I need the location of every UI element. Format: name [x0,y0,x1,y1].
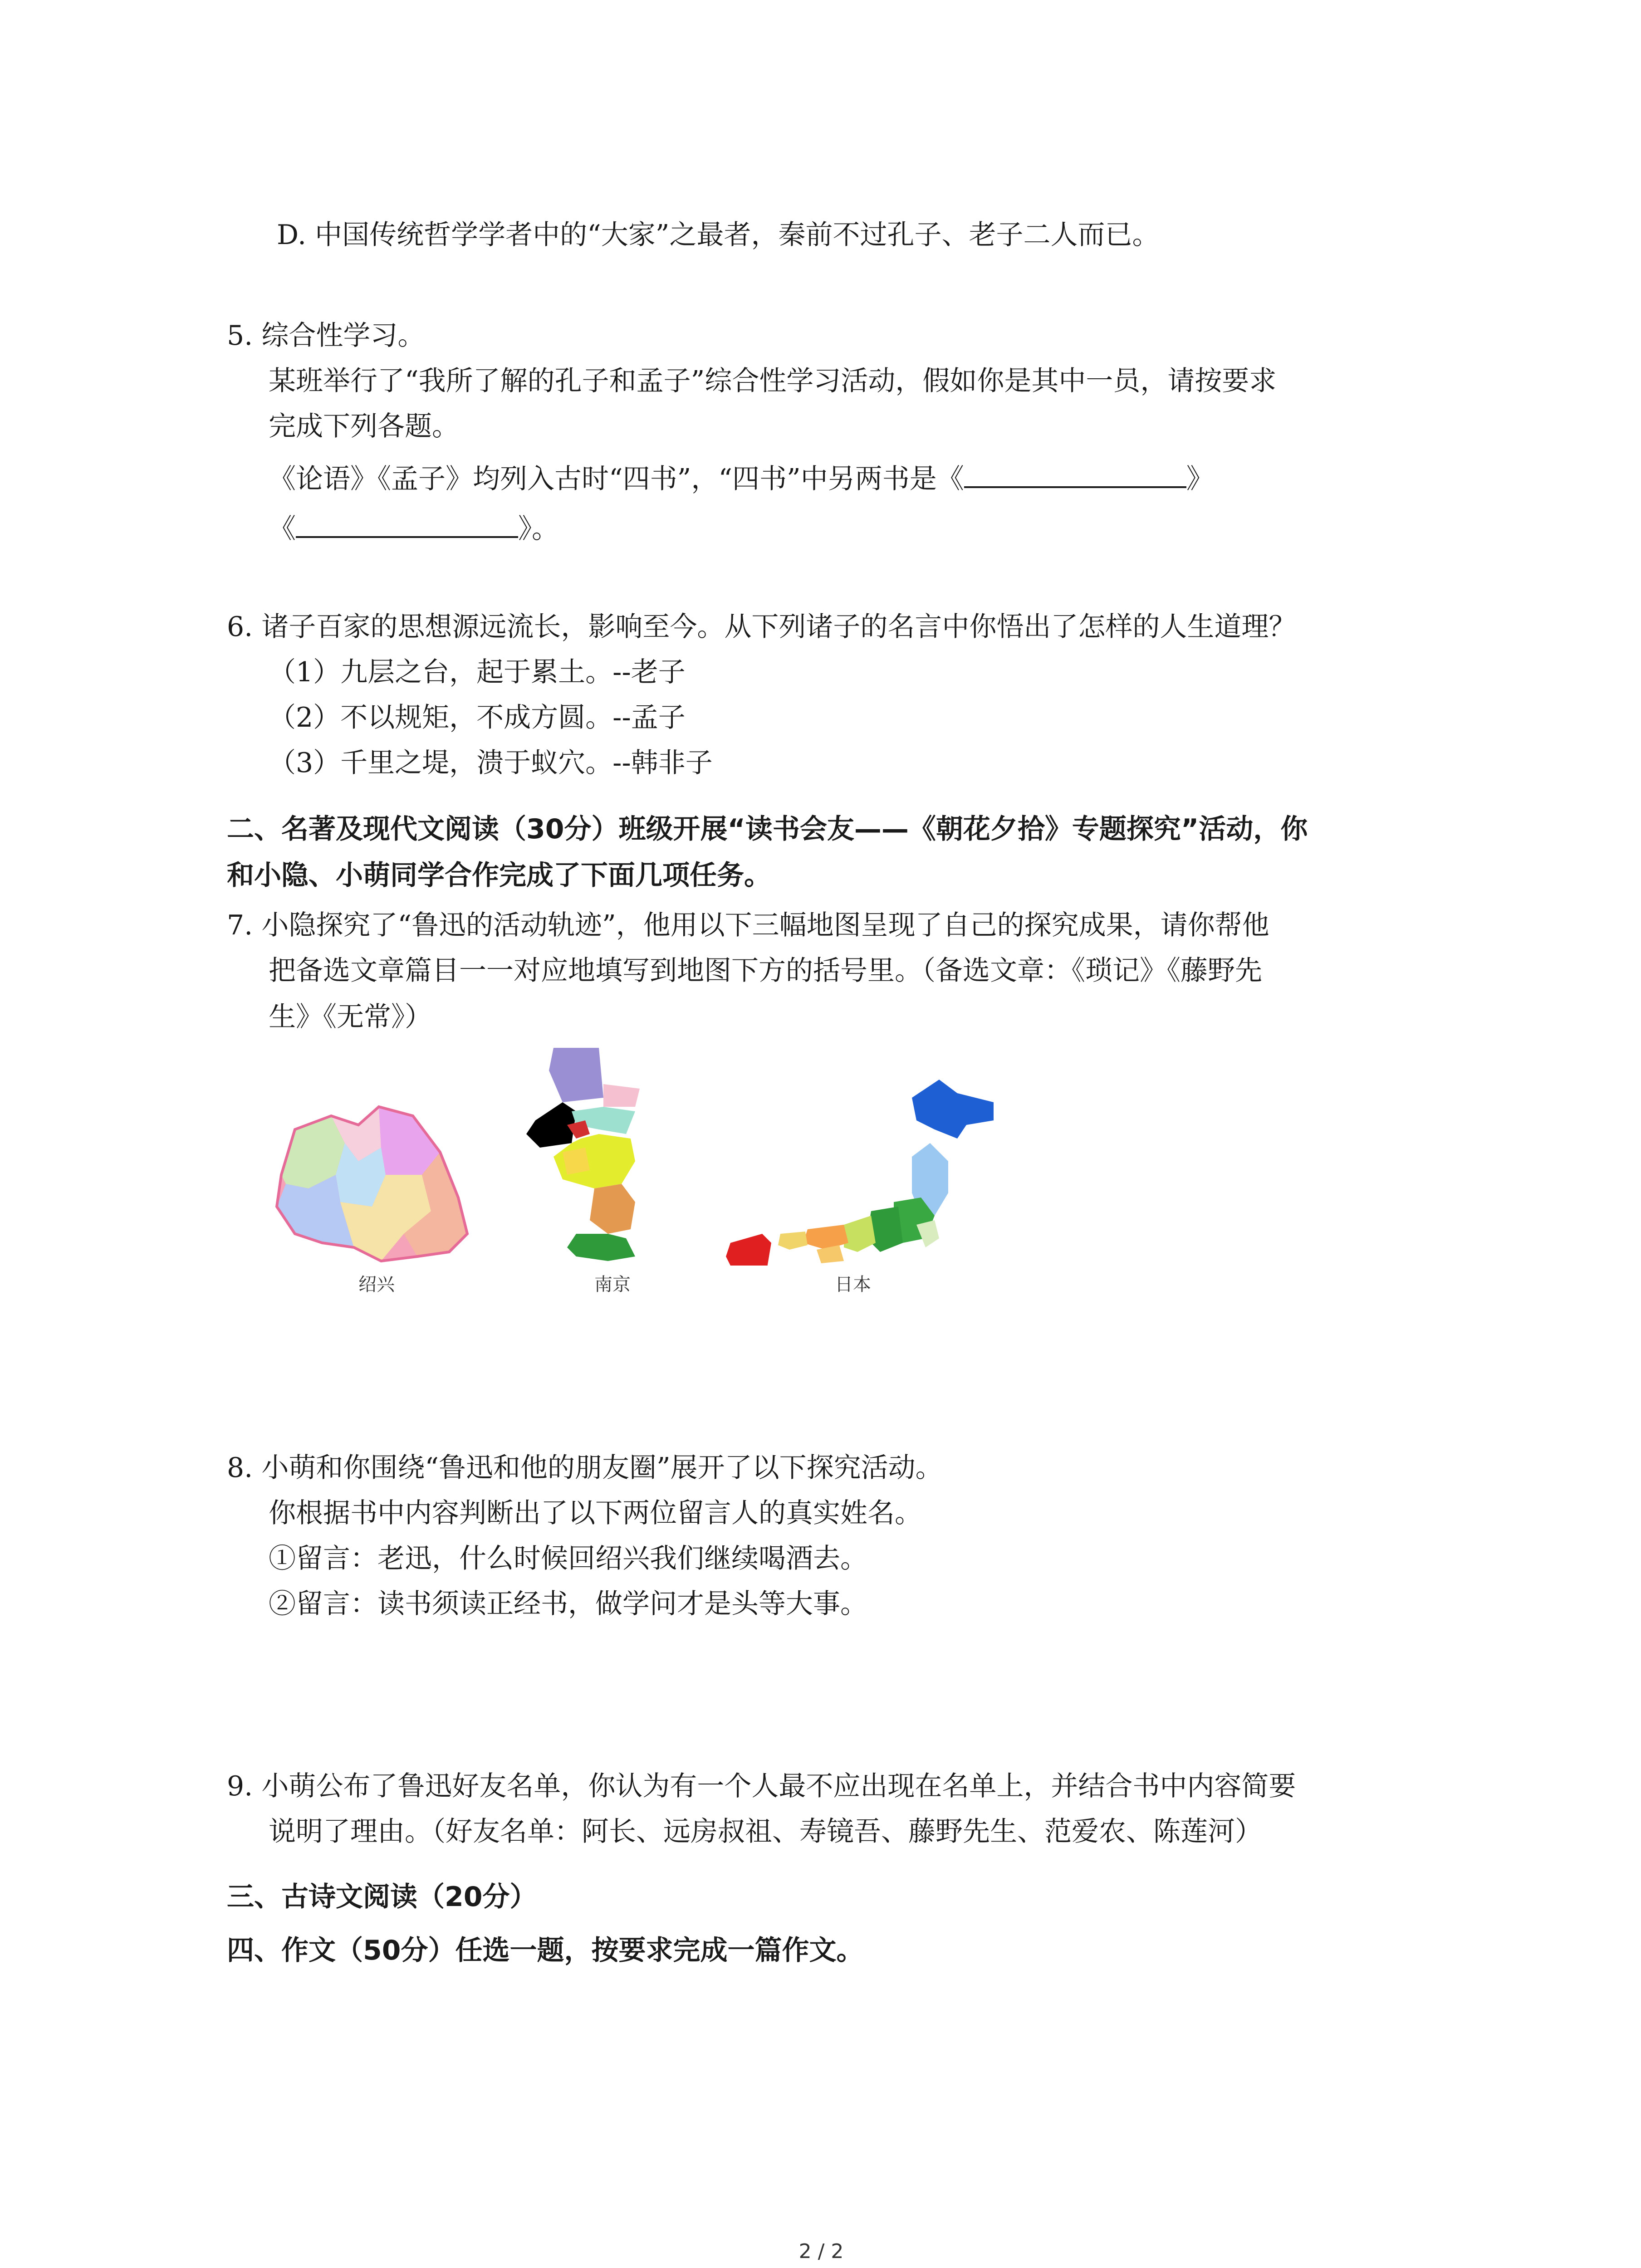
q8-line-4: ②留言：读书须读正经书，做学问才是头等大事。 [269,1588,867,1620]
q5-line-4-suffix: 》。 [518,513,559,545]
section-2-heading-line-1: 二、名著及现代文阅读（30分）班级开展“读书会友——《朝花夕拾》专题探究”活动，你 [227,813,1308,845]
shaoxing-map-label: 绍兴 [358,1274,395,1295]
q5-line-4-prefix: 《 [269,513,296,545]
q8-line-2: 你根据书中内容判断出了以下两位留言人的真实姓名。 [269,1497,922,1529]
japan-map-label: 日本 [835,1274,871,1295]
q8-line-1: 8. 小萌和你围绕“鲁迅和他的朋友圈”展开了以下探究活动。 [227,1452,943,1484]
nanjing-map-icon [522,1043,653,1266]
q5-line-3 [269,458,1214,497]
q6-item-2: （2）不以规矩，不成方圆。--孟子 [269,702,686,733]
section-2-heading-line-2: 和小隐、小萌同学合作完成了下面几项任务。 [227,860,771,891]
q5-answer-blank-2[interactable] [296,508,518,538]
q7-line-2: 把备选文章篇目一一对应地填写到地图下方的括号里。（备选文章：《琐记》《藤野先 [269,955,1262,987]
page-number: 2 / 2 [798,2240,844,2263]
q5-line-2: 完成下列各题。 [269,411,459,442]
section-4-heading: 四、作文（50分）任选一题，按要求完成一篇作文。 [227,1935,864,1966]
q9-line-2: 说明了理由。（好友名单：阿长、远房叔祖、寿镜吾、藤野先生、范爱农、陈莲河） [269,1816,1262,1848]
q5-title: 5. 综合性学习。 [227,320,425,352]
shaoxing-map-icon [268,1098,476,1270]
q6-item-1: （1）九层之台，起于累土。--老子 [269,656,686,688]
q5-line-1: 某班举行了“我所了解的孔子和孟子”综合性学习活动，假如你是其中一员，请按要求 [269,365,1277,397]
q5-line-3-text: 《论语》《孟子》均列入古时“四书”，“四书”中另两书是《 [269,463,964,495]
section-3-heading: 三、古诗文阅读（20分） [227,1881,537,1913]
q7-line-3: 生》《无常》） [269,1001,432,1033]
q5-line-4 [269,508,559,547]
q6-item-3: （3）千里之堤，溃于蚁穴。--韩非子 [269,747,713,779]
q4-option-d: D. 中国传统哲学学者中的“大家”之最者，秦前不过孔子、老子二人而已。 [277,219,1160,251]
q9-line-1: 9. 小萌公布了鲁迅好友名单，你认为有一个人最不应出现在名单上，并结合书中内容简要 [227,1770,1296,1802]
nanjing-map-label: 南京 [594,1274,631,1295]
japan-map-icon [721,1070,1003,1266]
q6-title: 6. 诸子百家的思想源远流长，影响至今。从下列诸子的名言中你悟出了怎样的人生道理？ [227,611,1296,643]
q7-line-1: 7. 小隐探究了“鲁迅的活动轨迹”，他用以下三幅地图呈现了自己的探究成果，请你帮他 [227,909,1269,941]
q8-line-3: ①留言：老迅，什么时候回绍兴我们继续喝酒去。 [269,1543,867,1574]
q5-answer-blank-1[interactable] [964,458,1186,488]
q5-line-3-suffix: 》 [1186,463,1214,495]
